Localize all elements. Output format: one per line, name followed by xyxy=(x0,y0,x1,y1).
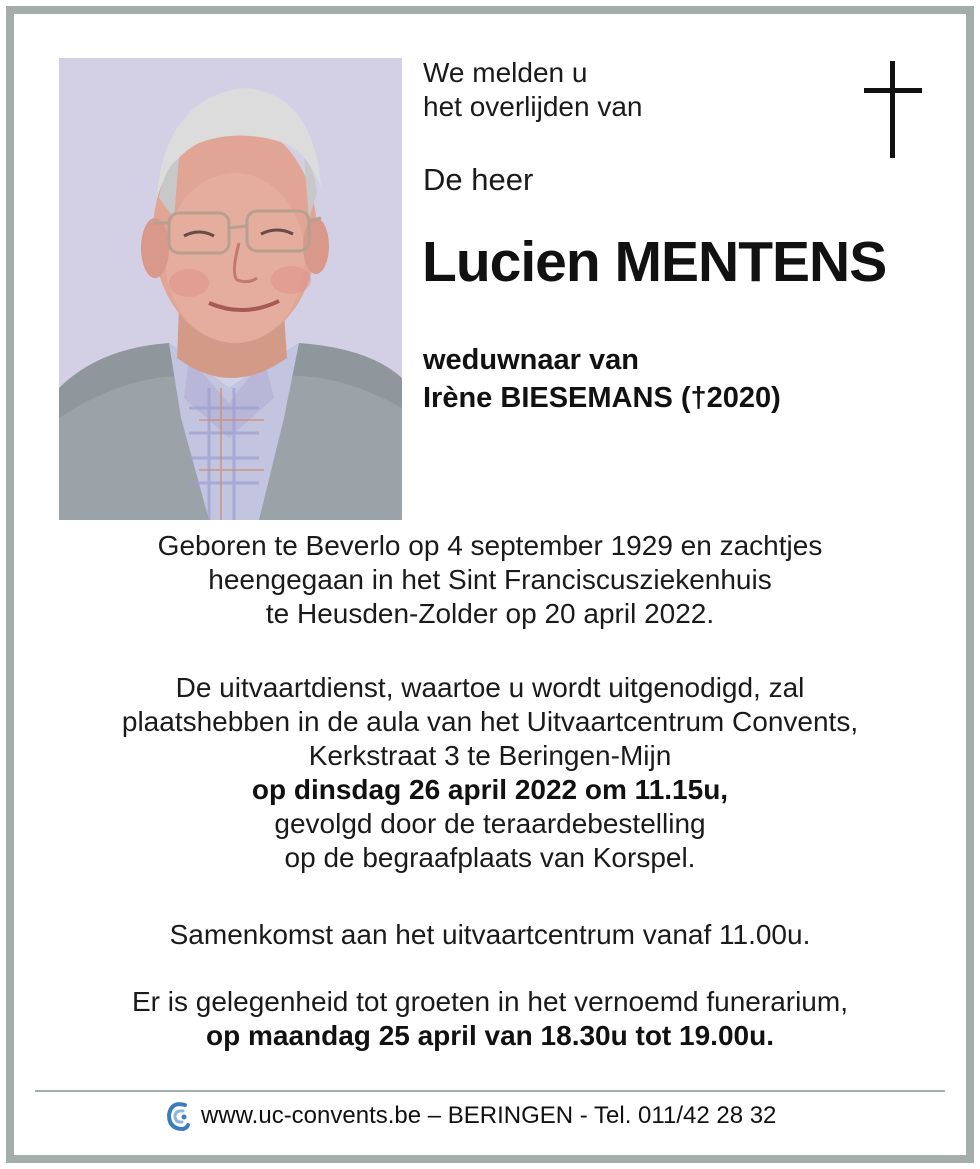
paragraph-line: Kerkstraat 3 te Beringen-Mijn xyxy=(308,740,672,771)
paragraph-line: te Heusden-Zolder op 20 april 2022. xyxy=(265,598,715,629)
paragraph-line: op de begraafplaats van Korspel. xyxy=(284,842,696,873)
partner-info xyxy=(423,341,781,417)
footer xyxy=(165,1098,776,1134)
deceased-name: Lucien MENTENS xyxy=(422,230,887,294)
intro-line: het overlijden van xyxy=(423,91,643,122)
paragraph-line: Geboren te Beverlo op 4 september 1929 en zachtjes xyxy=(157,530,823,561)
portrait-photo xyxy=(59,58,402,520)
service-paragraph xyxy=(40,671,940,875)
gathering-paragraph xyxy=(40,918,940,952)
birth-paragraph xyxy=(40,529,940,631)
visitation-date: op maandag 25 april van 18.30u tot 19.00u. xyxy=(206,1020,774,1051)
intro-line: We melden u xyxy=(423,57,588,88)
latin-cross-icon xyxy=(864,61,922,158)
uc-convents-logo-icon xyxy=(165,1099,191,1133)
paragraph-line: heengegaan in het Sint Franciscusziekenhuis xyxy=(208,564,772,595)
partner-line: Irène BIESEMANS (†2020) xyxy=(423,382,781,414)
paragraph-line: De uitvaartdienst, waartoe u wordt uitgenodigd, zal xyxy=(175,672,805,703)
intro-text xyxy=(423,56,642,124)
paragraph-line: plaatshebben in de aula van het Uitvaartcentrum Convents, xyxy=(121,706,859,737)
service-date: op dinsdag 26 april 2022 om 11.15u, xyxy=(251,774,729,805)
paragraph-line: Samenkomst aan het uitvaartcentrum vanaf 11.00u. xyxy=(169,919,811,950)
footer-contact[interactable]: www.uc-convents.be – BERINGEN - Tel. 011/42 28 32 xyxy=(201,1102,777,1129)
paragraph-line: gevolgd door de teraardebestelling xyxy=(274,808,706,839)
visitation-paragraph xyxy=(40,985,940,1053)
footer-divider xyxy=(35,1090,945,1092)
paragraph-line: Er is gelegenheid tot groeten in het vernoemd funerarium, xyxy=(132,986,848,1017)
partner-line: weduwnaar van xyxy=(423,344,639,376)
honorific: De heer xyxy=(423,162,534,197)
